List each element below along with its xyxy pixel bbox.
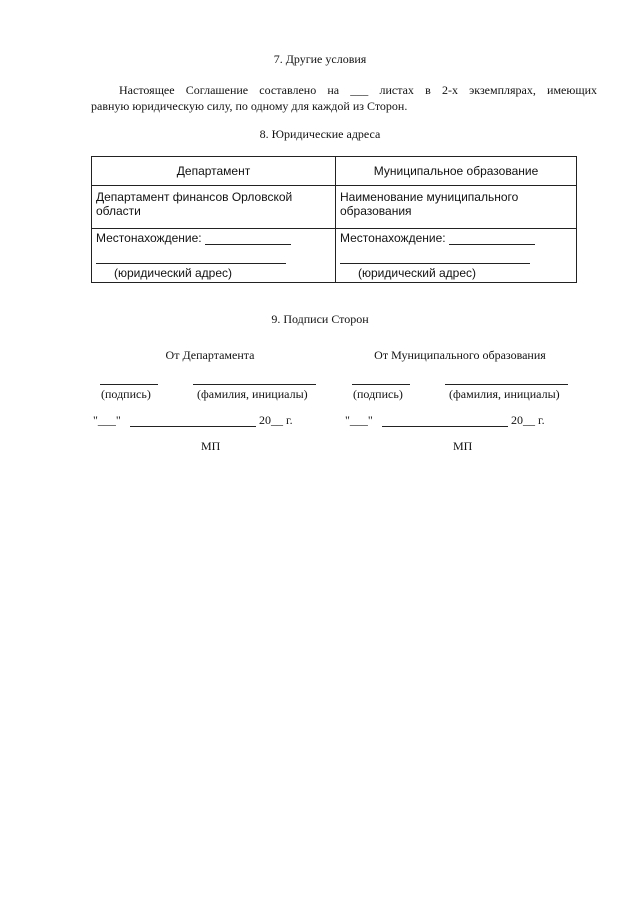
table-row xyxy=(92,186,577,229)
right-sign-caption: (подпись) xyxy=(353,387,403,401)
location-blank xyxy=(205,232,291,245)
right-signature-line xyxy=(352,384,410,385)
right-date-year: 20__ г. xyxy=(511,413,545,427)
municipality-name: Наименование муниципального образования xyxy=(336,186,577,229)
left-stamp-mark: МП xyxy=(201,439,221,453)
department-name: Департамент финансов Орловской области xyxy=(92,186,336,229)
location-label: Местонахождение: xyxy=(340,231,446,245)
location-label: Местонахождение: xyxy=(96,231,202,245)
header-municipality: Муниципальное образование xyxy=(336,157,577,186)
left-name-line xyxy=(193,384,316,385)
department-location-cell xyxy=(92,229,336,283)
right-name-caption: (фамилия, инициалы) xyxy=(449,387,560,401)
left-party-label: От Департамента xyxy=(165,348,255,362)
municipality-location-cell xyxy=(336,229,577,283)
left-date-line xyxy=(130,426,256,427)
address-caption: (юридический адрес) xyxy=(358,266,477,280)
left-date-year: 20__ г. xyxy=(259,413,293,427)
address-caption: (юридический адрес) xyxy=(114,266,233,280)
address-line xyxy=(340,249,530,264)
section-7-line-2: равную юридическую силу, по одному для каждой из Сторон. xyxy=(91,99,408,113)
section-7-title: 7. Другие условия xyxy=(273,52,367,66)
left-date-day: "___" xyxy=(93,413,121,427)
section-8-title: 8. Юридические адреса xyxy=(259,127,381,141)
section-9-title: 9. Подписи Сторон xyxy=(271,312,369,326)
address-line xyxy=(96,249,286,264)
table-row xyxy=(92,229,577,283)
section-7-line-1: Настоящее Соглашение составлено на ___ листах в 2-х экземплярах, имеющих xyxy=(119,83,597,97)
location-blank xyxy=(449,232,535,245)
left-signature-line xyxy=(100,384,158,385)
right-date-line xyxy=(382,426,508,427)
left-sign-caption: (подпись) xyxy=(101,387,151,401)
legal-addresses-table xyxy=(91,156,577,283)
header-department: Департамент xyxy=(92,157,336,186)
right-name-line xyxy=(445,384,568,385)
table-header-row xyxy=(92,157,577,186)
right-party-label: От Муниципального образования xyxy=(374,348,546,362)
section-7-paragraph xyxy=(91,82,597,114)
right-date-day: "___" xyxy=(345,413,373,427)
left-name-caption: (фамилия, инициалы) xyxy=(197,387,308,401)
right-stamp-mark: МП xyxy=(453,439,473,453)
